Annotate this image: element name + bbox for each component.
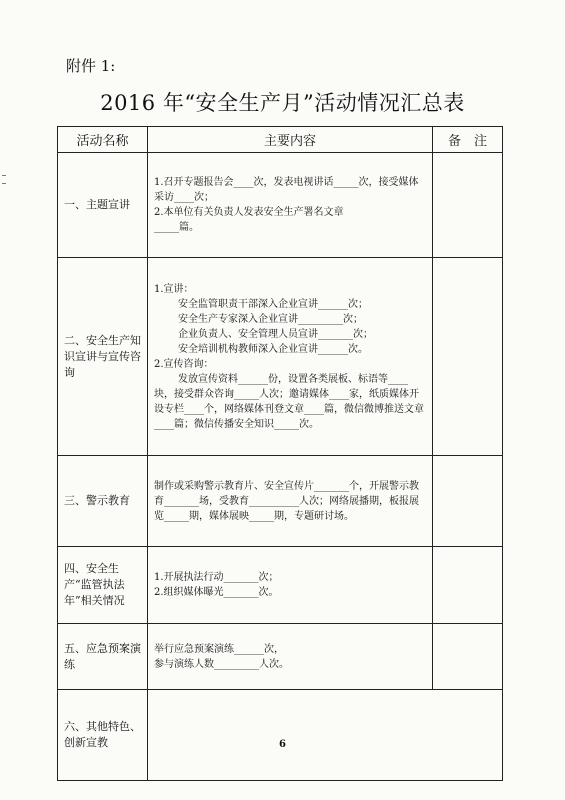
row-activity-name: 五、应急预案演练	[58, 624, 148, 690]
row-content	[148, 456, 433, 547]
content-line: 2.组织媒体曝光_______次。	[154, 587, 279, 598]
row-content	[148, 624, 433, 690]
header-row	[58, 127, 503, 153]
row-activity-name: 二、安全生产知识宣讲与宣传咨询	[58, 258, 148, 456]
row-activity-name: 三、警示教育	[58, 456, 148, 547]
table-row	[58, 456, 503, 547]
content-line: 企业负责人、安全管理人员宣讲_______次；	[178, 328, 373, 340]
content-line: 安全培训机构教师深入企业宣讲______次。	[178, 343, 368, 355]
scan-mark	[2, 175, 6, 176]
document-title: 2016 年“安全生产月”活动情况汇总表	[100, 91, 465, 115]
table-row	[58, 258, 503, 456]
content-line: 2.宣传咨询：	[154, 358, 214, 370]
row-content	[148, 153, 433, 258]
row-remarks	[433, 153, 503, 258]
content-line: 1.宣讲：	[154, 283, 194, 295]
content-line: _____篇。	[154, 222, 199, 233]
content-line: 安全生产专家深入企业宣讲_________次；	[178, 313, 363, 325]
table-row	[58, 547, 503, 624]
header-remarks: 备 注	[433, 127, 503, 153]
row-activity-name: 一、主题宣讲	[58, 153, 148, 258]
content-line: 参与演练人数_________人次。	[154, 658, 289, 670]
header-activity-name: 活动名称	[58, 127, 148, 153]
content-line: 制作或采购警示教育片、安全宣传片_______个，开展警示教育_______场，受教育__________人次；网络展播期，板报展览_____期，媒体展映_____期，专题研讨场。	[154, 480, 419, 522]
table-row	[58, 690, 503, 781]
row-activity-name: 六、其他特色、创新宣教	[58, 690, 148, 781]
row-content	[148, 547, 433, 624]
content-line: 举行应急预案演练______次，	[154, 643, 284, 655]
row-content	[148, 690, 503, 781]
content-line: 2.本单位有关负责人发表安全生产署名文章	[154, 207, 344, 218]
row-remarks	[433, 624, 503, 690]
row-remarks	[433, 258, 503, 456]
page-number: 6	[279, 739, 286, 750]
row-content	[148, 258, 433, 456]
content-line: 1.开展执法行动_______次；	[154, 572, 279, 583]
content-line: 发放宣传资料______份，设置各类展板、标语等____块，接受群众咨询_____人次；邀请媒体____家，纸质媒体开设专栏____个，网络媒体刊登文章____篇，微信微博推送文章____篇；微信传播安全知识_____次。	[154, 373, 424, 430]
summary-table	[57, 126, 503, 781]
scan-mark	[2, 183, 6, 184]
table-row	[58, 153, 503, 258]
table-row	[58, 624, 503, 690]
row-remarks	[433, 547, 503, 624]
header-main-content: 主要内容	[148, 127, 433, 153]
content-line: 安全监管职责干部深入企业宣讲______次；	[178, 298, 368, 310]
attachment-label: 附件 1:	[66, 57, 116, 75]
row-remarks	[433, 456, 503, 547]
content-line: 1.召开专题报告会____次，发表电视讲话_____次，接受媒体采访____次；	[154, 177, 419, 203]
row-activity-name: 四、安全生产“监管执法年”相关情况	[58, 547, 148, 624]
